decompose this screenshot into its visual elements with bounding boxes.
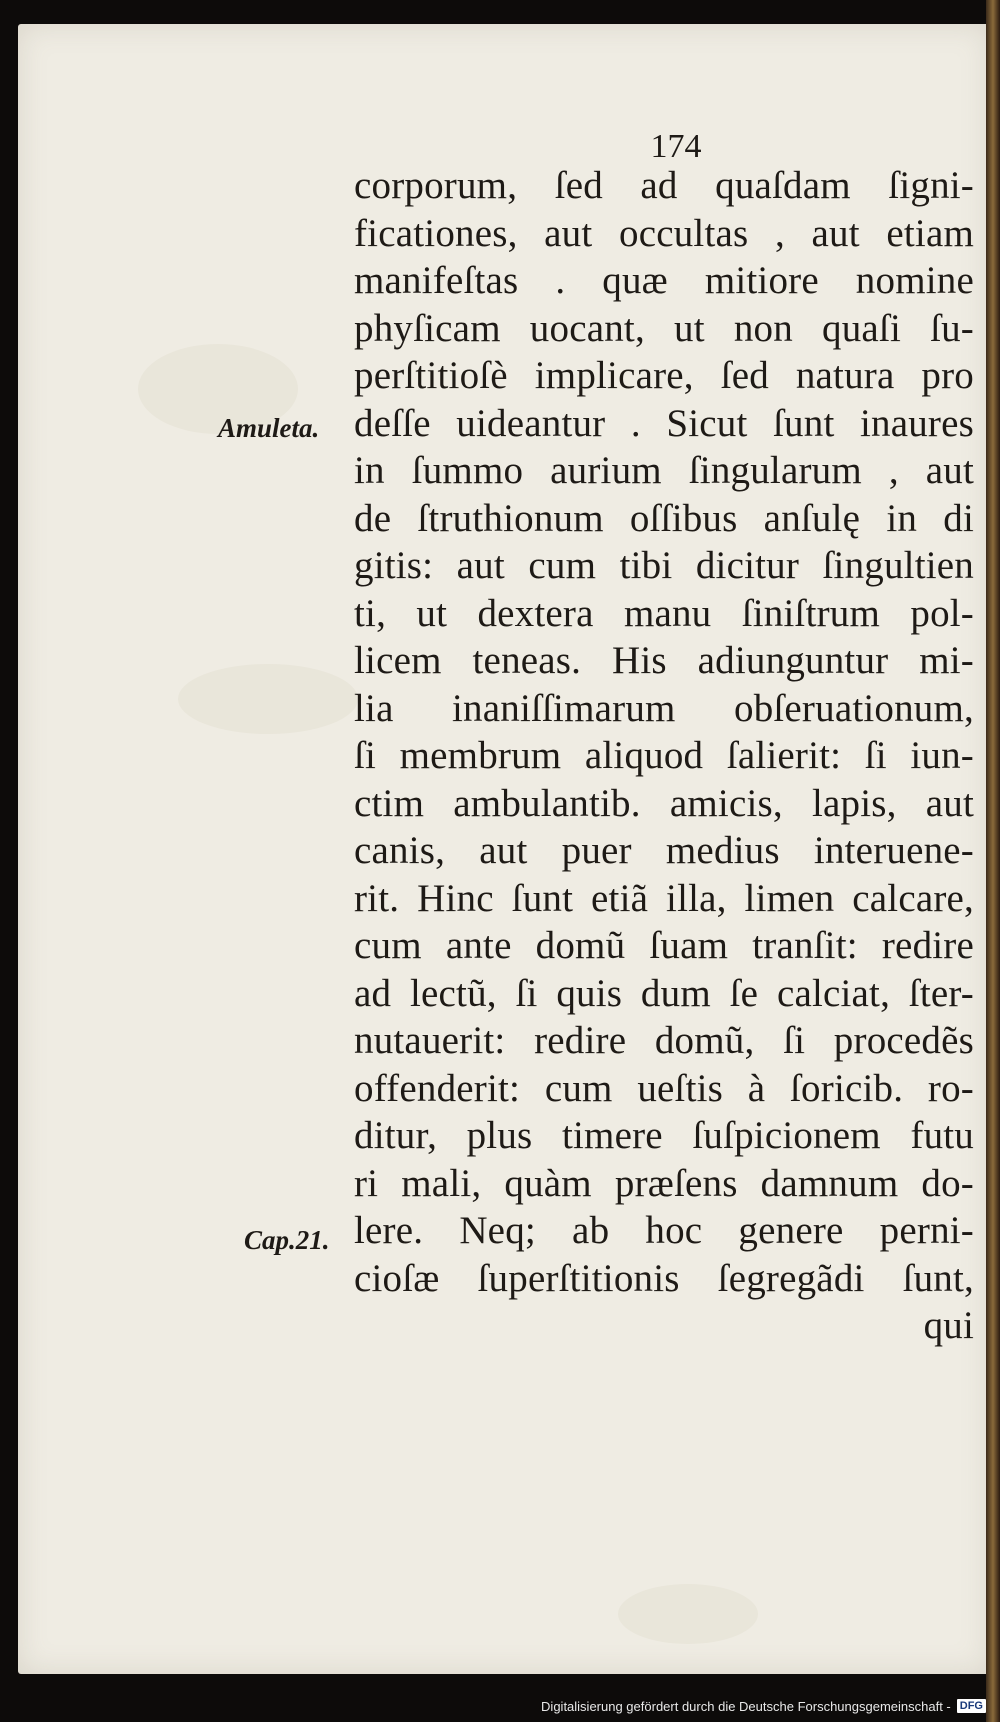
margin-note-chapter: Cap.21. bbox=[244, 1225, 330, 1255]
text-line: nutauerit: redire domũ, ſi procedẽs bbox=[354, 1019, 974, 1062]
text-line: perſtitioſè implicare, ſed natura pro bbox=[354, 354, 974, 397]
text-line: phyſicam uocant, ut non quaſi ſu- bbox=[354, 306, 974, 350]
dfg-logo-icon: DFG bbox=[957, 1699, 986, 1713]
margin-note-amuleta: Amuleta. bbox=[218, 413, 320, 443]
text-line: in ſummo aurium ſingularum , aut bbox=[354, 449, 974, 492]
text-line: rit. Hinc ſunt etiã illa, limen calcare, bbox=[354, 876, 974, 920]
catchword: qui bbox=[923, 1304, 974, 1347]
text-line: licem teneas. His adiunguntur mi- bbox=[354, 639, 974, 682]
text-line: lia inaniſſimarum obſeruationum, bbox=[354, 686, 974, 730]
text-line: gitis: aut cum tibi dicitur ſingultien bbox=[354, 544, 974, 587]
text-line: ſi membrum aliquod ſalierit: ſi iun- bbox=[354, 734, 974, 777]
text-line: ctim ambulantib. amicis, lapis, aut bbox=[354, 781, 974, 825]
text-line: ri mali, quàm præſens damnum do- bbox=[354, 1161, 974, 1205]
text-line: deſſe uideantur . Sicut ſunt inaures bbox=[354, 401, 974, 445]
text-line: corporum, ſed ad quaſdam ſigni- bbox=[354, 164, 974, 207]
book-binding-edge bbox=[986, 0, 1000, 1722]
text-line: ficationes, aut occultas , aut etiam bbox=[354, 211, 974, 255]
text-line: cioſæ ſuperſtitionis ſegregãdi ſunt, bbox=[354, 1256, 974, 1300]
text-line: offenderit: cum ueſtis à ſoricib. ro- bbox=[354, 1066, 974, 1110]
body-text bbox=[354, 162, 974, 1350]
text-line: lere. Neq; ab hoc genere perni- bbox=[354, 1209, 974, 1252]
text-line: ditur, plus timere ſuſpicionem futu bbox=[354, 1114, 974, 1157]
text-line: ti, ut dextera manu ſiniſtrum pol- bbox=[354, 591, 974, 635]
page-number: 174 bbox=[650, 128, 702, 165]
text-line: canis, aut puer medius interuene- bbox=[354, 829, 974, 872]
text-line: de ſtruthionum oſſibus anſulę in di bbox=[354, 496, 974, 540]
text-line: ad lectũ, ſi quis dum ſe calciat, ſter- bbox=[354, 971, 974, 1015]
digitization-footer bbox=[0, 1690, 986, 1722]
text-line: cum ante domũ ſuam tranſit: redire bbox=[354, 924, 974, 967]
footer-text: Digitalisierung gefördert durch die Deutsche Forschungsgemeinschaft - bbox=[541, 1698, 951, 1714]
text-line: manifeſtas . quæ mitiore nomine bbox=[354, 259, 974, 302]
